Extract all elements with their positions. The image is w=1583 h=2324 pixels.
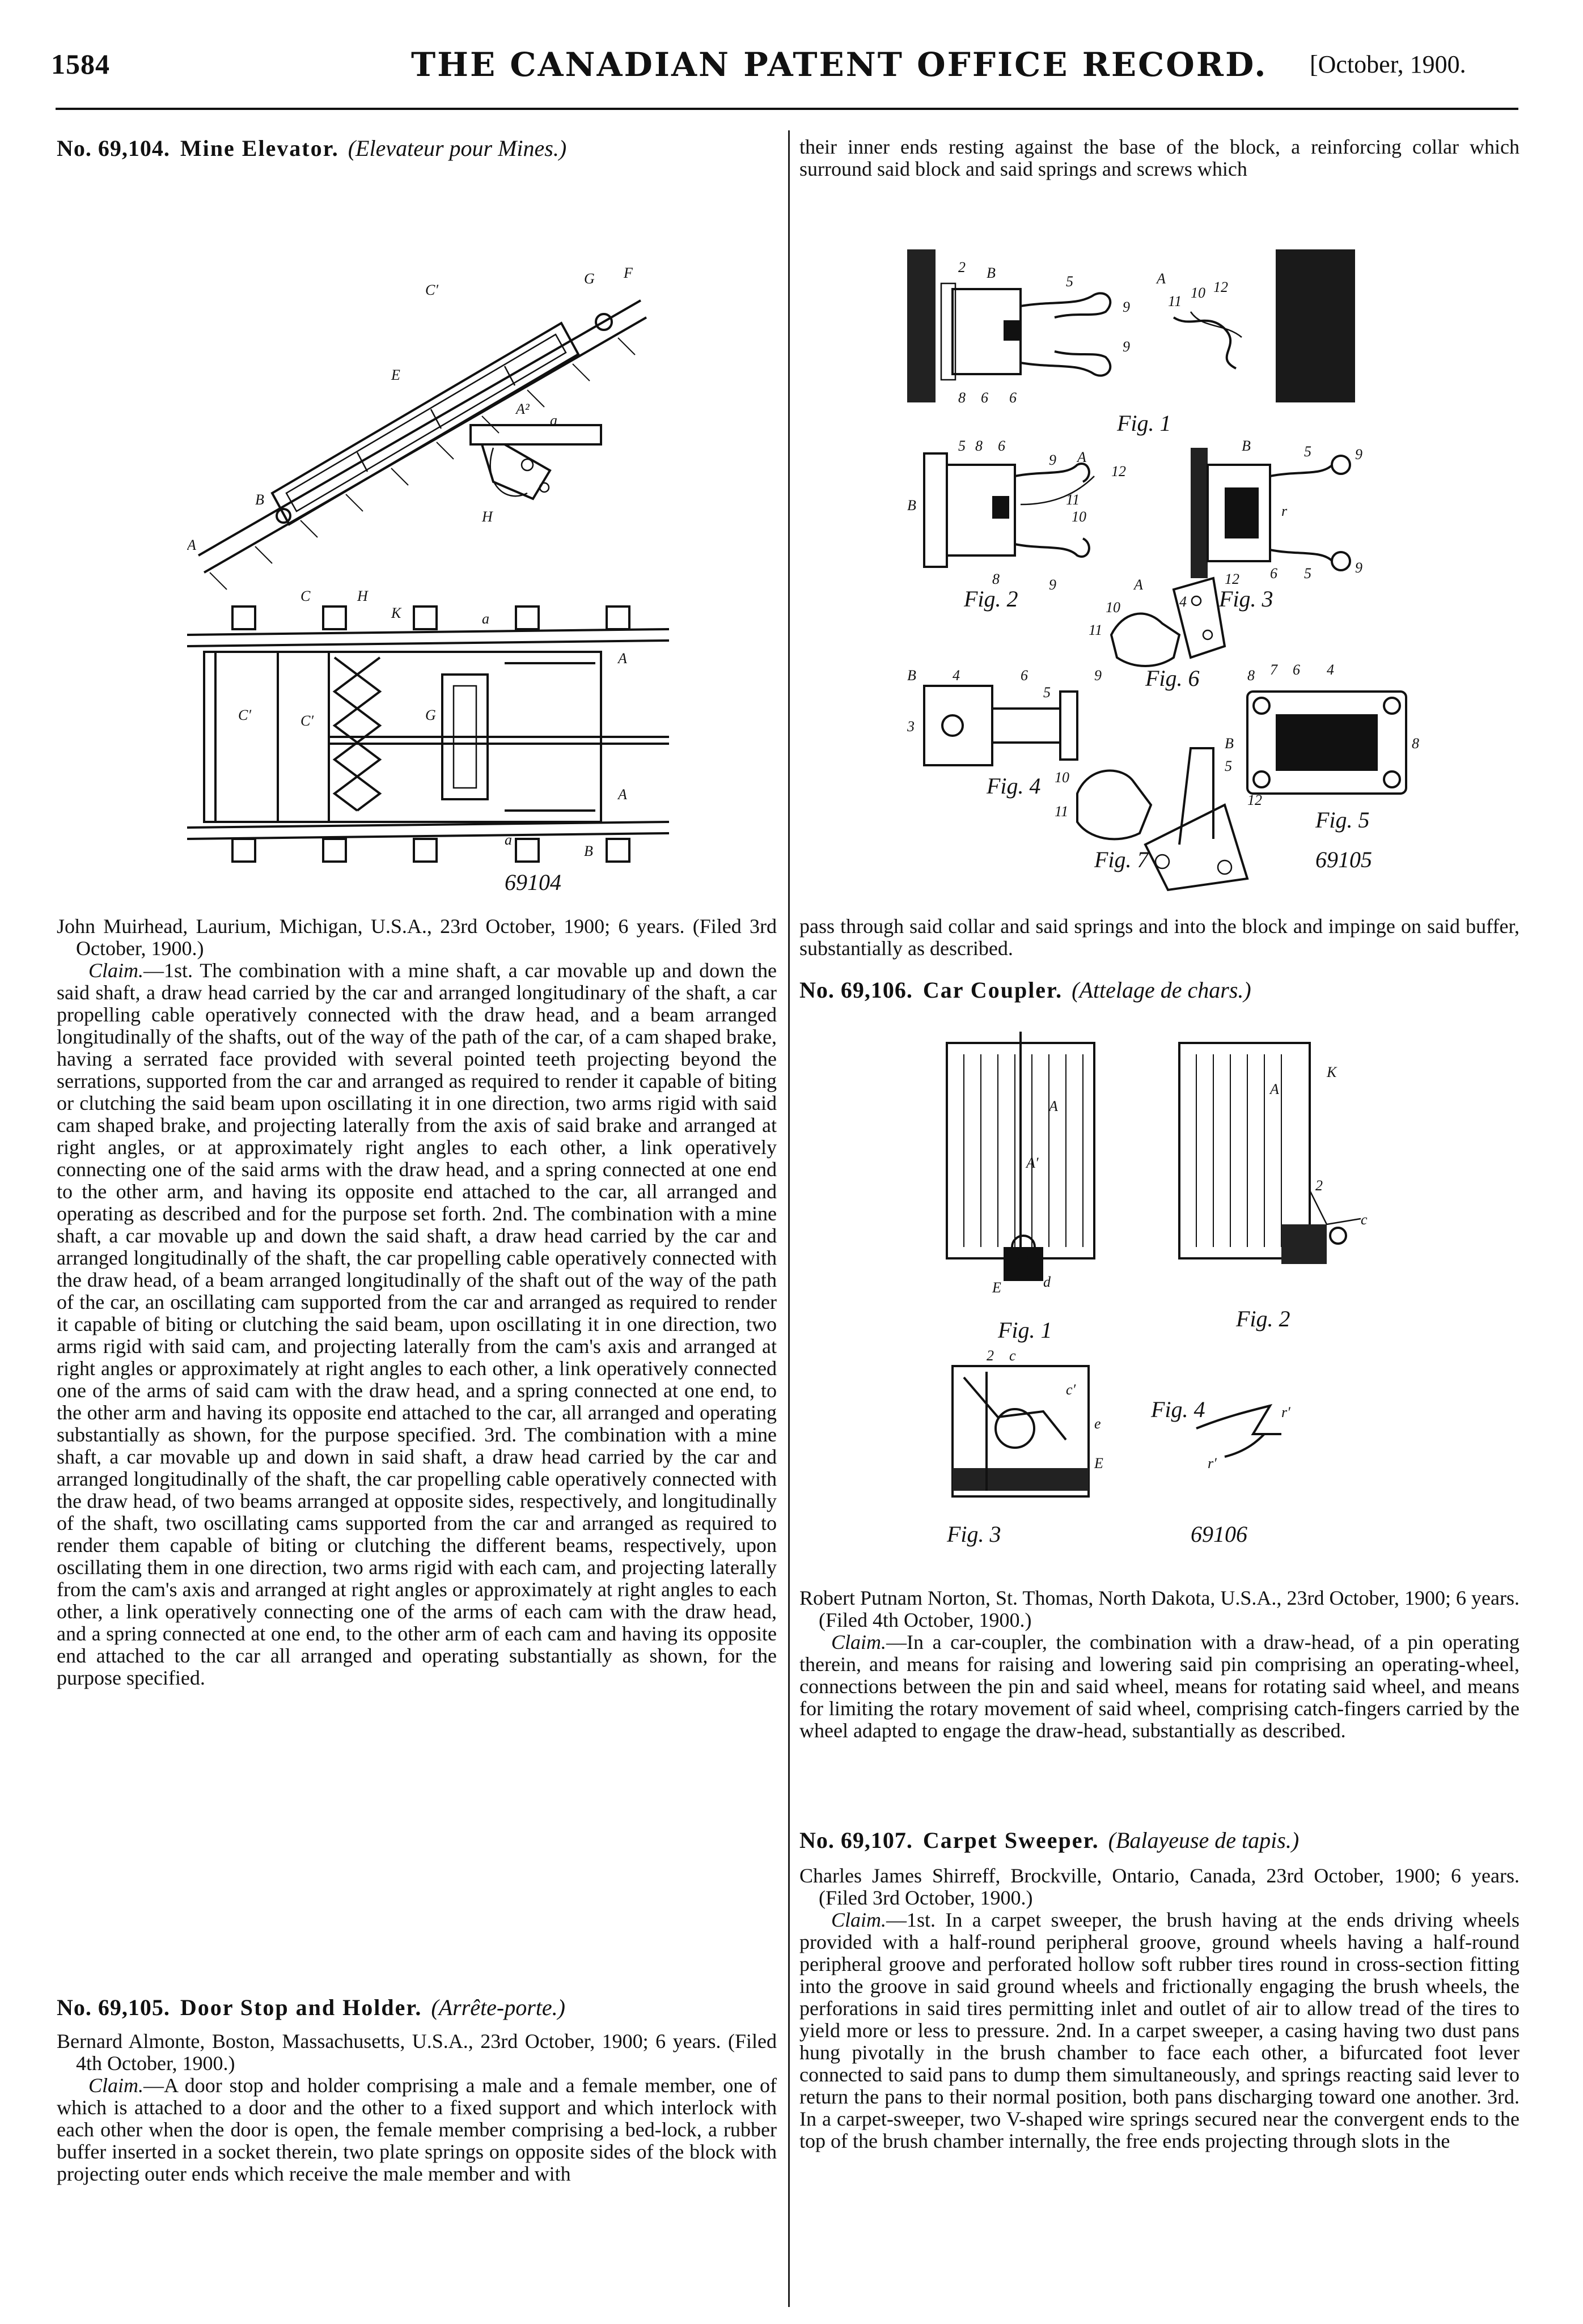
issue-date: [October, 1900. bbox=[1310, 50, 1466, 78]
svg-text:A²: A² bbox=[516, 401, 530, 417]
svg-text:10: 10 bbox=[1055, 769, 1069, 786]
svg-text:K: K bbox=[391, 605, 401, 621]
svg-text:2: 2 bbox=[958, 259, 966, 275]
svg-text:A: A bbox=[1049, 1098, 1058, 1114]
claim-paragraph bbox=[799, 1909, 1519, 2152]
fig5-label: Fig. 5 bbox=[1315, 807, 1370, 833]
patent-number: No. 69,105. bbox=[57, 1995, 170, 2020]
svg-text:K: K bbox=[1327, 1064, 1337, 1080]
fig7-label: Fig. 7 bbox=[1094, 847, 1149, 872]
svg-text:9: 9 bbox=[1123, 338, 1130, 355]
svg-text:11: 11 bbox=[1168, 293, 1182, 309]
svg-text:9: 9 bbox=[1049, 576, 1056, 593]
svg-text:6: 6 bbox=[981, 389, 988, 406]
patent-french-title: (Balayeuse de tapis.) bbox=[1108, 1827, 1300, 1853]
claim-label: Claim. bbox=[831, 1631, 887, 1653]
svg-text:B: B bbox=[907, 667, 916, 684]
figure-number-69104: 69104 bbox=[505, 870, 561, 895]
svg-text:B: B bbox=[907, 497, 916, 514]
claim-text: —In a car-coupler, the combination with a draw-head, of a pin operating therein, and means for raising and lowering said pin comprising an operating-wheel, connections between the pin and said wheel, means for rotating said wheel, and means for limiting the rotary movement of said wheel, comprising catch-fingers carried by the wheel adapted to engage the draw-head, substantially as described. bbox=[799, 1631, 1519, 1742]
claim-text: —1st. In a carpet sweeper, the brush having at the ends driving wheels provided with a half-round peripheral groove, ground wheels having a half-round peripheral groove and perforated hollow soft rubber tires round in cross-section fitting into the groove in said ground wheels and frictionally engaging the brush wheels, the perforations in said tires permitting inlet and outlet of air to allow tread of the tires to yield more or less to pressure. 2nd. In a carpet sweeper, a casing having two dust pans hung pivotally in the brush chamber to face each other, a bifurcated foot lever connected to said pans to dump them simultaneously, and springs reacting said lever to return the pans to their normal position, both pans discharging toward one another. 3rd. In a carpet-sweeper, two V-shaped wire springs secured near the convergent ends to the top of the brush chamber internally, the free ends projecting through slots in the bbox=[799, 1909, 1519, 2152]
svg-text:a: a bbox=[482, 610, 489, 627]
fig4-label: Fig. 4 bbox=[987, 773, 1041, 799]
patent-69104-body bbox=[57, 915, 777, 1689]
fig1-label: Fig. 1 bbox=[1117, 410, 1171, 436]
svg-text:E: E bbox=[391, 367, 400, 383]
svg-text:10: 10 bbox=[1106, 599, 1120, 616]
claim-paragraph bbox=[57, 960, 777, 1689]
svg-text:6: 6 bbox=[1009, 389, 1017, 406]
svg-text:E: E bbox=[1094, 1455, 1103, 1471]
svg-text:6: 6 bbox=[1293, 661, 1300, 678]
patent-title: Car Coupler. bbox=[922, 977, 1063, 1003]
svg-text:H: H bbox=[357, 588, 368, 604]
patent-69106-heading bbox=[799, 978, 1519, 1003]
patent-69105-continuation-bottom bbox=[799, 915, 1519, 960]
continuation-text: their inner ends resting against the base of the block, a reinforcing collar which surround said block and said springs and screws which bbox=[799, 135, 1519, 180]
car-coupler-drawing bbox=[930, 1020, 1383, 1559]
svg-text:A: A bbox=[187, 537, 196, 553]
patent-number: No. 69,107. bbox=[799, 1827, 913, 1853]
patent-69106-body bbox=[799, 1587, 1519, 1742]
svg-text:F: F bbox=[624, 265, 633, 281]
svg-text:C′: C′ bbox=[238, 707, 252, 723]
figure-number-69106: 69106 bbox=[1191, 1521, 1247, 1547]
svg-text:E: E bbox=[992, 1279, 1001, 1296]
svg-text:5: 5 bbox=[1066, 273, 1073, 290]
patent-69105-continuation-top bbox=[799, 136, 1519, 180]
svg-text:c′: c′ bbox=[1066, 1381, 1076, 1398]
claim-label: Claim. bbox=[88, 2074, 144, 2097]
door-stop-fig4 bbox=[907, 667, 1077, 799]
patent-french-title: (Attelage de chars.) bbox=[1072, 977, 1251, 1003]
patent-title: Carpet Sweeper. bbox=[922, 1827, 1099, 1853]
svg-text:r: r bbox=[1281, 503, 1288, 519]
svg-text:4: 4 bbox=[1179, 593, 1187, 610]
door-stop-fig3 bbox=[1179, 438, 1362, 612]
svg-text:6: 6 bbox=[1270, 565, 1277, 582]
svg-text:11: 11 bbox=[1055, 803, 1069, 820]
svg-text:12: 12 bbox=[1225, 571, 1239, 587]
column-divider bbox=[788, 130, 790, 2307]
claim-label: Claim. bbox=[88, 959, 144, 982]
patent-69107-body bbox=[799, 1865, 1519, 2152]
claim-label: Claim. bbox=[831, 1909, 887, 1931]
svg-text:4: 4 bbox=[953, 667, 960, 684]
fig6-label: Fig. 6 bbox=[1145, 665, 1200, 691]
svg-text:A: A bbox=[1157, 270, 1166, 287]
svg-text:7: 7 bbox=[1270, 661, 1277, 678]
svg-text:8: 8 bbox=[992, 571, 1000, 587]
patent-69105-body bbox=[57, 2030, 777, 2185]
svg-text:2: 2 bbox=[1315, 1177, 1323, 1194]
svg-text:A: A bbox=[1077, 449, 1086, 465]
patent-number: No. 69,104. bbox=[57, 135, 170, 161]
page-number: 1584 bbox=[51, 48, 110, 80]
svg-text:12: 12 bbox=[1247, 792, 1262, 808]
coupler-fig1 bbox=[947, 1032, 1094, 1343]
svg-text:8: 8 bbox=[975, 438, 983, 454]
svg-text:5: 5 bbox=[1304, 443, 1311, 460]
patent-number: No. 69,106. bbox=[799, 977, 913, 1003]
svg-text:11: 11 bbox=[1089, 622, 1103, 638]
patent-69104-heading bbox=[57, 136, 777, 161]
svg-text:5: 5 bbox=[1304, 565, 1311, 582]
svg-text:2: 2 bbox=[987, 1347, 994, 1364]
inventor-line: Robert Putnam Norton, St. Thomas, North Dakota, U.S.A., 23rd October, 1900; 6 years. (Filed 4th October, 1900.) bbox=[799, 1587, 1519, 1631]
svg-text:B: B bbox=[1242, 438, 1251, 454]
patent-title: Mine Elevator. bbox=[180, 135, 339, 161]
svg-text:d: d bbox=[1043, 1274, 1051, 1290]
svg-text:B: B bbox=[255, 491, 264, 508]
header-rule bbox=[56, 108, 1518, 110]
svg-text:B: B bbox=[584, 843, 593, 859]
continuation-text: pass through said collar and said springs and into the block and impinge on said buffer, substantially as described. bbox=[799, 915, 1519, 960]
svg-text:8: 8 bbox=[1247, 667, 1255, 684]
fig2-label: Fig. 2 bbox=[964, 586, 1018, 612]
svg-text:A′: A′ bbox=[1026, 1155, 1039, 1171]
svg-text:C′: C′ bbox=[300, 713, 314, 729]
plan-view bbox=[187, 588, 669, 862]
svg-text:A: A bbox=[618, 650, 627, 667]
coupler-fig3-label: Fig. 3 bbox=[947, 1521, 1001, 1547]
door-stop-fig1 bbox=[907, 249, 1355, 436]
patent-title: Door Stop and Holder. bbox=[180, 1995, 422, 2020]
inventor-line: Charles James Shirreff, Brockville, Ontario, Canada, 23rd October, 1900; 6 years. (Filed 3rd October, 1900.) bbox=[799, 1864, 1519, 1909]
patent-french-title: (Arrête-porte.) bbox=[431, 1995, 566, 2020]
coupler-fig4 bbox=[1150, 1397, 1290, 1471]
patent-french-title: (Elevateur pour Mines.) bbox=[348, 135, 567, 161]
claim-text: —1st. The combination with a mine shaft, a car movable up and down the said shaft, a draw head carried by the car and arranged longitudinary of the shaft, a car propelling cable operatively connected with the draw head, and a beam arranged longitudinally of the shafts, out of the way of the path of the car, of a cam shaped brake, having a serrated face provided with several pointed teeth projecting beyond the serrations, supported from the car and arranged as required to render it capable of biting or clutching the said beam upon oscillating it in one direction, two arms rigid with said cam shaped brake, and projecting laterally from the axis of said brake and arranged at right angles, or at approximately right angles to each other, a link operatively connecting one of the said arms with the draw head, and a spring connected at one end to the other arm, and having its opposite end attached to the car, all arranged and operating as described and for the purpose set forth. 2nd. The combination with a mine shaft, a car movable up and down the said shaft, a draw head carried by the car and arranged longitudinally of the shaft, the car propelling cable operatively connected with the draw head, of a beam arranged longitudinally of the shaft out of the way of the path of the car, an oscillating cam supported from the car and arranged as required to render it capable of biting or clutching the said beam, upon oscillating it in one direction, two arms rigid with said cam, and projecting laterally from the cam's axis and arranged at right angles or approximately at right angles to each other, a link operatively connected one of the arms of said cam with the draw head, and a spring connected at one end, to the other arm and having its opposite end attached to the car, all arranged and operating substantially as shown, for the purpose specified. 3rd. The combination with a mine shaft, a car movable up and down in said shaft, a draw head carried by the car and arranged longitudinally of the shaft, the car propelling cable operatively connected with the draw head, of two beams arranged at opposite sides, respectively, and longitudinally of the shaft, two oscillating cams supported from the car and arranged as required to render them capable of biting or clutching the different beams, respectively, upon oscillating them in one direction, two arms rigid with each cam, and projecting laterally from the cam's axis and arranged at right angles or approximately at right angles to each other, a link operatively connecting one of the arms of each cam with the draw head, and a spring connected at one end, to the other arm of each cam and having its opposite end attached to the car all arranged and operating substantially as shown, for the purpose specified. bbox=[57, 959, 777, 1689]
figure-number-69105: 69105 bbox=[1315, 847, 1372, 872]
door-stop-fig2 bbox=[907, 438, 1126, 612]
mine-elevator-drawing bbox=[187, 255, 697, 896]
coupler-fig4-label: Fig. 4 bbox=[1151, 1397, 1205, 1422]
patent-69105-heading bbox=[57, 1995, 777, 2020]
svg-text:C: C bbox=[300, 588, 311, 604]
coupler-fig1-label: Fig. 1 bbox=[998, 1317, 1052, 1343]
svg-text:G: G bbox=[425, 707, 436, 723]
svg-text:12: 12 bbox=[1111, 463, 1126, 480]
svg-text:8: 8 bbox=[958, 389, 966, 406]
svg-text:a: a bbox=[550, 412, 557, 429]
svg-text:4: 4 bbox=[1327, 661, 1334, 678]
journal-title: THE CANADIAN PATENT OFFICE RECORD. bbox=[411, 45, 1268, 84]
svg-text:9: 9 bbox=[1355, 559, 1362, 576]
coupler-fig2-label: Fig. 2 bbox=[1236, 1306, 1290, 1331]
svg-text:10: 10 bbox=[1191, 285, 1205, 301]
svg-text:r′: r′ bbox=[1208, 1455, 1217, 1471]
claim-text: —A door stop and holder comprising a male and a female member, one of which is attached to a door and the other to a fixed support and which interlock with each other when the door is open, the female member comprising a bed-lock, a rubber buffer inserted in a socket therein, two plate springs on opposite sides of the block with projecting outer ends which receive the male member and with bbox=[57, 2074, 777, 2185]
svg-text:C′: C′ bbox=[425, 282, 439, 298]
svg-text:6: 6 bbox=[998, 438, 1005, 454]
svg-text:r′: r′ bbox=[1281, 1404, 1290, 1420]
svg-text:G: G bbox=[584, 270, 595, 287]
svg-text:B: B bbox=[1225, 735, 1234, 752]
fig3-label: Fig. 3 bbox=[1219, 586, 1273, 612]
svg-text:A: A bbox=[1270, 1081, 1279, 1097]
svg-text:6: 6 bbox=[1021, 667, 1028, 684]
claim-paragraph bbox=[799, 1631, 1519, 1742]
svg-text:H: H bbox=[482, 508, 493, 525]
svg-text:c: c bbox=[1361, 1211, 1368, 1228]
door-stop-drawing bbox=[907, 238, 1474, 901]
inventor-line: John Muirhead, Laurium, Michigan, U.S.A., 23rd October, 1900; 6 years. (Filed 3rd October, 1900.) bbox=[57, 915, 777, 960]
svg-text:5: 5 bbox=[1043, 684, 1051, 701]
svg-text:5: 5 bbox=[1225, 758, 1232, 774]
svg-text:A: A bbox=[618, 786, 627, 803]
coupler-fig3 bbox=[946, 1347, 1103, 1547]
svg-text:e: e bbox=[1094, 1415, 1101, 1432]
inventor-line: Bernard Almonte, Boston, Massachusetts, U.S.A., 23rd October, 1900; 6 years. (Filed 4th October, 1900.) bbox=[57, 2030, 777, 2075]
svg-text:A: A bbox=[1134, 576, 1143, 593]
svg-text:10: 10 bbox=[1072, 508, 1086, 525]
svg-text:9: 9 bbox=[1049, 452, 1056, 468]
inclined-shaft-view bbox=[187, 265, 646, 590]
svg-text:B: B bbox=[987, 265, 996, 281]
svg-text:9: 9 bbox=[1123, 299, 1130, 315]
patent-69107-heading bbox=[799, 1828, 1519, 1853]
svg-text:5: 5 bbox=[958, 438, 966, 454]
svg-text:a: a bbox=[505, 832, 512, 848]
svg-text:3: 3 bbox=[907, 718, 915, 735]
door-stop-fig6 bbox=[1089, 571, 1239, 691]
svg-text:9: 9 bbox=[1094, 667, 1102, 684]
svg-text:c: c bbox=[1009, 1347, 1016, 1364]
svg-text:8: 8 bbox=[1412, 735, 1419, 752]
coupler-fig2 bbox=[1179, 1043, 1368, 1331]
svg-text:11: 11 bbox=[1066, 491, 1080, 508]
claim-paragraph bbox=[57, 2075, 777, 2185]
svg-text:12: 12 bbox=[1213, 279, 1228, 295]
svg-text:9: 9 bbox=[1355, 446, 1362, 463]
